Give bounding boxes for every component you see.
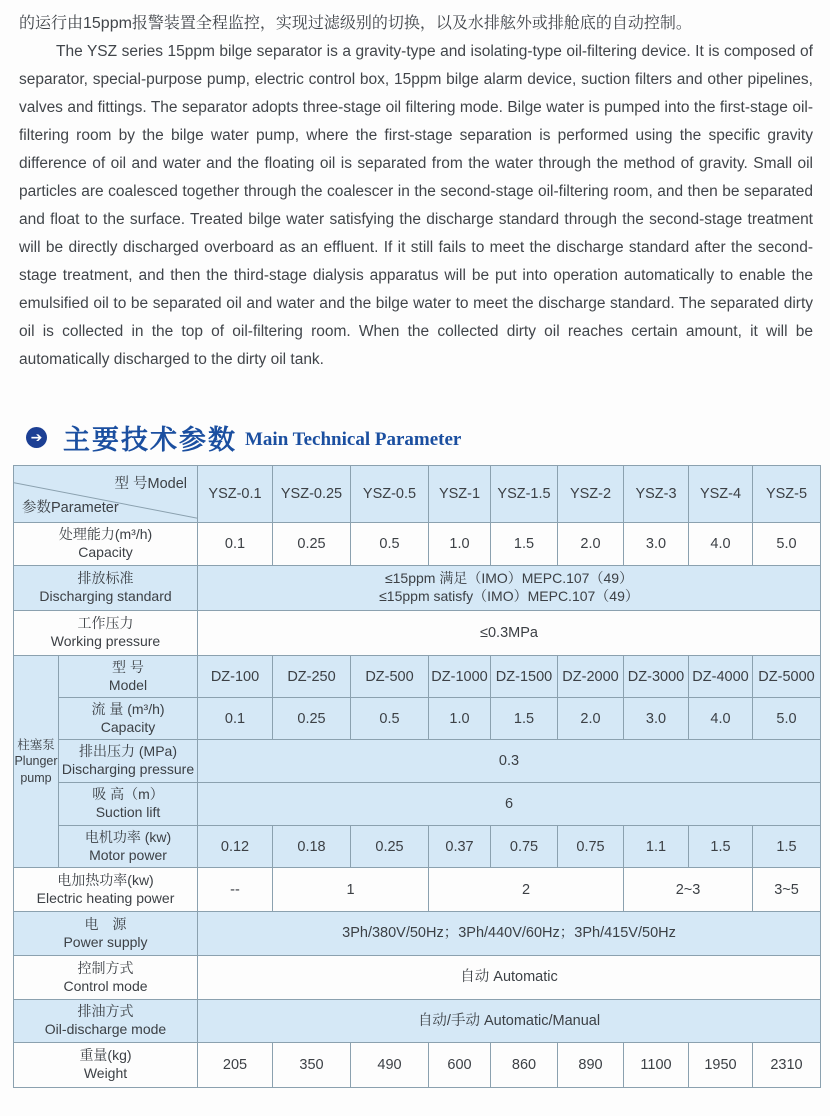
- row-label: 排油方式 Oil-discharge mode: [14, 1000, 198, 1043]
- cell-value: 3.0: [624, 698, 689, 740]
- cell-value: 0.75: [558, 826, 624, 868]
- cell-value: --: [198, 868, 273, 912]
- cell-value: 205: [198, 1043, 273, 1088]
- intro-text-block: [19, 10, 813, 374]
- cell-merged-value: 2~3: [624, 868, 753, 912]
- cell-value: DZ-100: [198, 656, 273, 698]
- row-pump-motor-power: [14, 826, 821, 868]
- cell-value: DZ-500: [351, 656, 429, 698]
- row-label: 流 量 (m³/h) Capacity: [59, 698, 198, 740]
- cell-merged-value: ≤0.3MPa: [198, 611, 821, 656]
- cell-merged-value: 2: [429, 868, 624, 912]
- row-label: 型 号 Model: [59, 656, 198, 698]
- cell-value: 2.0: [558, 698, 624, 740]
- main-technical-parameter-table: [13, 465, 821, 1088]
- cell-value: 0.12: [198, 826, 273, 868]
- cell-value: DZ-1500: [491, 656, 558, 698]
- cell-value: 1.5: [491, 698, 558, 740]
- cell-value: 0.1: [198, 698, 273, 740]
- cell-value: DZ-2000: [558, 656, 624, 698]
- row-label: 排放标准 Discharging standard: [14, 566, 198, 611]
- cell-value: DZ-3000: [624, 656, 689, 698]
- model-header: YSZ-0.25: [273, 466, 351, 523]
- section-heading: [26, 420, 830, 454]
- row-discharging-standard: [14, 566, 821, 611]
- cell-value: DZ-250: [273, 656, 351, 698]
- cell-value: 1.5: [689, 826, 753, 868]
- intro-paragraph-cn: 的运行由15ppm报警装置全程监控，实现过滤级别的切换，以及水排舷外或排舱底的自动控制。: [19, 15, 692, 32]
- row-label: 电加热功率(kw) Electric heating power: [14, 868, 198, 912]
- cell-value: DZ-4000: [689, 656, 753, 698]
- cell-merged-value: 自动/手动 Automatic/Manual: [198, 1000, 821, 1043]
- cell-value: 4.0: [689, 698, 753, 740]
- cell-value: 1.5: [491, 523, 558, 566]
- cell-value: 4.0: [689, 523, 753, 566]
- cell-value: DZ-1000: [429, 656, 491, 698]
- cell-merged-value: 3~5: [753, 868, 821, 912]
- row-capacity: [14, 523, 821, 566]
- row-label: 吸 高（m） Suction lift: [59, 783, 198, 826]
- row-label: 电机功率 (kw) Motor power: [59, 826, 198, 868]
- cell-value: 0.5: [351, 698, 429, 740]
- arrow-right-circle-icon: ➔: [26, 427, 47, 448]
- cell-value: 1.0: [429, 698, 491, 740]
- cell-value: 1.0: [429, 523, 491, 566]
- model-header: YSZ-3: [624, 466, 689, 523]
- row-control-mode: [14, 956, 821, 1000]
- corner-cell: [14, 466, 198, 523]
- header-row: [14, 466, 821, 523]
- cell-value: 1.1: [624, 826, 689, 868]
- cell-value: 1.5: [753, 826, 821, 868]
- model-header: YSZ-0.5: [351, 466, 429, 523]
- cell-merged-value: ≤15ppm 满足（IMO）MEPC.107（49） ≤15ppm satisfy（IMO）MEPC.107（49）: [198, 566, 821, 611]
- row-power-supply: [14, 912, 821, 956]
- pump-group-label: 柱塞泵 Plunger pump: [14, 656, 59, 868]
- cell-value: 1950: [689, 1043, 753, 1088]
- cell-merged-value: 1: [273, 868, 429, 912]
- cell-value: 860: [491, 1043, 558, 1088]
- row-oil-discharge-mode: [14, 1000, 821, 1043]
- model-header: YSZ-5: [753, 466, 821, 523]
- cell-value: 0.5: [351, 523, 429, 566]
- cell-merged-value: 3Ph/380V/50Hz；3Ph/440V/60Hz；3Ph/415V/50Hz: [198, 912, 821, 956]
- row-pump-suction-lift: [14, 783, 821, 826]
- row-label: 电 源 Power supply: [14, 912, 198, 956]
- model-header: YSZ-1: [429, 466, 491, 523]
- cell-value: 350: [273, 1043, 351, 1088]
- row-pump-model: [14, 656, 821, 698]
- cell-merged-value: 0.3: [198, 740, 821, 783]
- cell-value: 2.0: [558, 523, 624, 566]
- row-label: 工作压力 Working pressure: [14, 611, 198, 656]
- row-label: 控制方式 Control mode: [14, 956, 198, 1000]
- section-title-cn: 主要技术参数: [63, 424, 237, 455]
- row-label: 处理能力(m³/h) Capacity: [14, 523, 198, 566]
- row-weight: [14, 1043, 821, 1088]
- cell-value: DZ-5000: [753, 656, 821, 698]
- model-header: YSZ-0.1: [198, 466, 273, 523]
- corner-label-parameter: 参数Parameter: [22, 500, 119, 516]
- cell-value: 0.18: [273, 826, 351, 868]
- cell-value: 600: [429, 1043, 491, 1088]
- model-header: YSZ-2: [558, 466, 624, 523]
- cell-value: 5.0: [753, 523, 821, 566]
- cell-value: 0.25: [273, 523, 351, 566]
- cell-value: 0.25: [273, 698, 351, 740]
- row-pump-discharging-pressure: [14, 740, 821, 783]
- cell-value: 3.0: [624, 523, 689, 566]
- cell-value: 0.1: [198, 523, 273, 566]
- row-label: 排出压力 (MPa) Discharging pressure: [59, 740, 198, 783]
- row-label: 重量(kg) Weight: [14, 1043, 198, 1088]
- corner-label-model: 型 号Model: [114, 476, 187, 492]
- cell-merged-value: 自动 Automatic: [198, 956, 821, 1000]
- cell-merged-value: 6: [198, 783, 821, 826]
- row-electric-heating-power: [14, 868, 821, 912]
- cell-value: 0.37: [429, 826, 491, 868]
- cell-value: 2310: [753, 1043, 821, 1088]
- cell-value: 490: [351, 1043, 429, 1088]
- cell-value: 890: [558, 1043, 624, 1088]
- cell-value: 0.75: [491, 826, 558, 868]
- row-pump-capacity: [14, 698, 821, 740]
- intro-paragraph-en: The YSZ series 15ppm bilge separator is a gravity-type and isolating-type oil-filtering device. It is composed of separator, special-purpose pump, electric control box, 15ppm bilge alarm device, suction filters and other pipelines, valves and fittings. The separator adopts three-stage oil filtering mode. Bilge water is pumped into the first-stage oil-filtering room by the bilge water pump, where the first-stage separation is performed using the specific gravity difference of oil and water and the floating oil is separated from the water through the method of gravity. Small oil particles are coalesced together through the coalescer in the second-stage oil-filtering room, and then be separated and float to the surface. Treated bilge water satisfying the discharge standard through the second-stage treatment will be directly discharged overboard as an effluent. If it still fails to meet the discharge standard after the second-stage treatment, and then the third-stage dialysis apparatus will be put into operation automatically to enable the emulsified oil to be separated oil and water and the bilge water to meet the discharge standard. The separated dirty oil is collected in the top of oil-filtering room. When the collected dirty oil reaches certain amount, it will be automatically discharged to the dirty oil tank.: [19, 43, 813, 368]
- section-title-en: Main Technical Parameter: [245, 429, 462, 450]
- row-working-pressure: [14, 611, 821, 656]
- model-header: YSZ-1.5: [491, 466, 558, 523]
- model-header: YSZ-4: [689, 466, 753, 523]
- cell-value: 5.0: [753, 698, 821, 740]
- cell-value: 0.25: [351, 826, 429, 868]
- cell-value: 1100: [624, 1043, 689, 1088]
